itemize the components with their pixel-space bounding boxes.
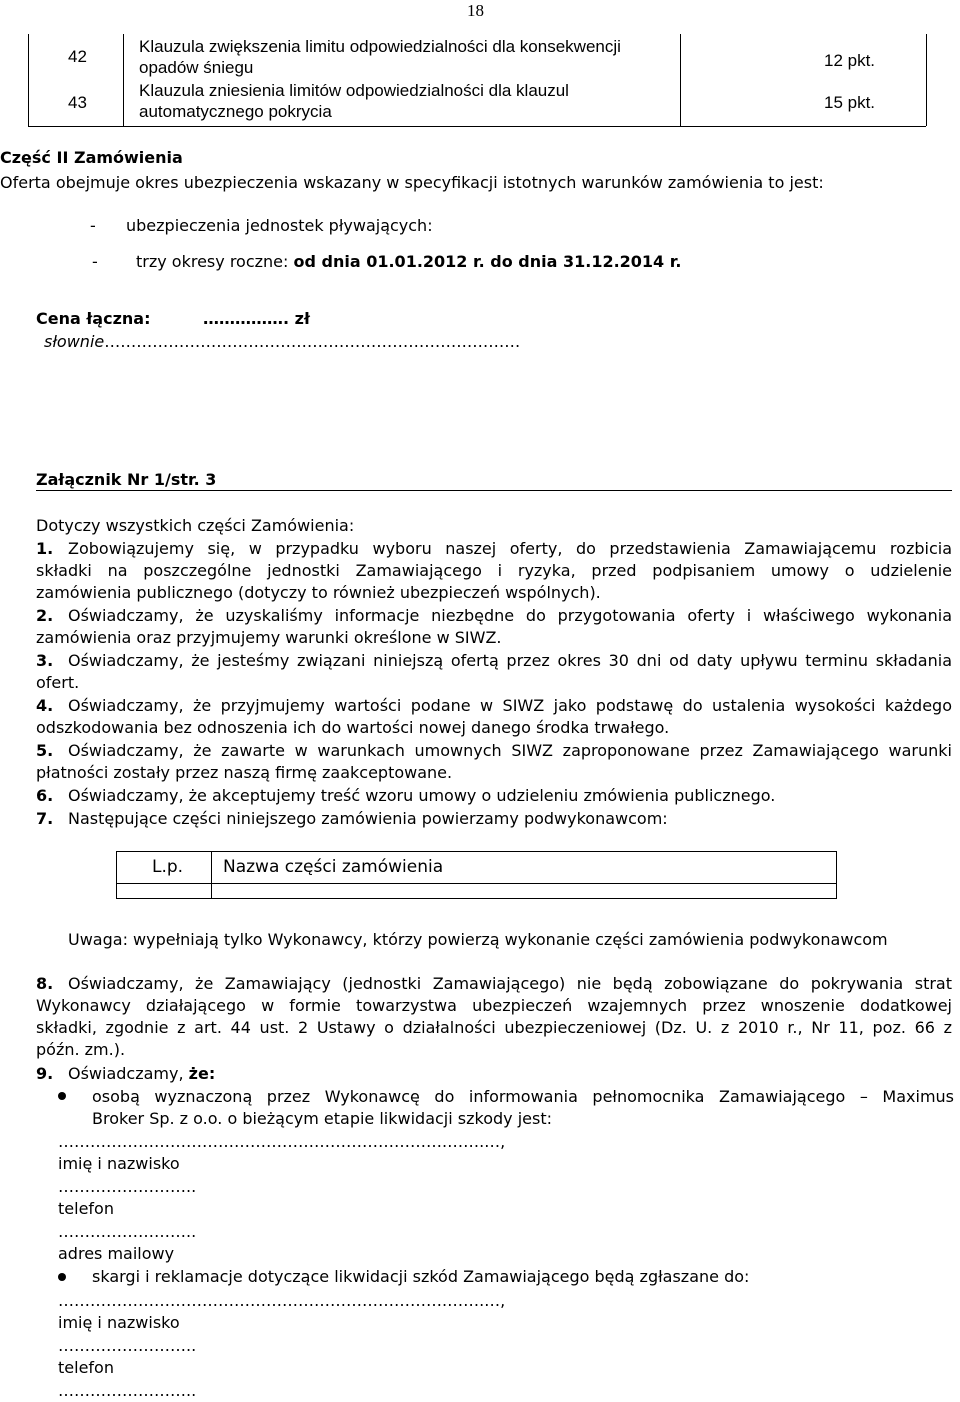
list-item: 6. Oświadczamy, że akceptujemy treść wzoru umowy o udzieleniu zmówienia publicznego.: [36, 786, 776, 805]
table-border: [926, 34, 927, 126]
part2-heading: Część II Zamówienia: [0, 148, 183, 167]
price-label: Cena łączna:: [36, 309, 151, 328]
attachment-heading: Załącznik Nr 1/str. 3: [36, 470, 217, 489]
clause-text: Klauzula zniesienia limitów odpowiedzialności dla klauzul automatycznego pokrycia: [139, 81, 569, 121]
part2-item1: ubezpieczenia jednostek pływających:: [126, 216, 433, 235]
bullet-item: osobą wyznaczoną przez Wykonawcę do informowania pełnomocnika Zamawiającego – Maximus Broker Sp. z o.o. o bieżącym etapie likwidacji szkody jest:: [92, 1087, 954, 1128]
part2-intro: Oferta obejmuje okres ubezpieczenia wskazany w specyfikacji istotnych warunków zamówienia to jest:: [0, 173, 824, 192]
clause-number: 42: [68, 47, 87, 66]
phone-label: telefon: [58, 1199, 114, 1218]
list-item: 4. Oświadczamy, że przyjmujemy wartości podane w SIWZ jako podstawę do ustalenia wysokości każdego odszkodowania bez odnoszenia ich do wartości nowej danego środka trwałego.: [36, 696, 952, 737]
clauses-table: [28, 34, 926, 126]
email-field[interactable]: ……………………..: [58, 1222, 197, 1241]
name-label: imię i nazwisko: [58, 1313, 180, 1332]
note: Uwaga: wypełniają tylko Wykonawcy, którzy powierzą wykonanie części zamówienia podwykonawcom: [68, 930, 888, 949]
phone-label: telefon: [58, 1358, 114, 1377]
price-words: słownie……………………………………………………………………: [44, 332, 521, 351]
list-item: 5. Oświadczamy, że zawarte w warunkach umownych SIWZ zaproponowane przez Zamawiającego warunki płatności zostały przez naszą firmę zaakceptowane.: [36, 741, 952, 782]
table-border: [123, 34, 124, 126]
list-item: 7. Następujące części niniejszego zamówienia powierzamy podwykonawcom:: [36, 809, 668, 828]
bullet-icon: [58, 1273, 66, 1281]
price-value: ……………. zł: [203, 309, 310, 328]
table-border: [680, 34, 681, 126]
table-border: [28, 34, 29, 126]
point-9: 9. Oświadczamy, że:: [36, 1064, 216, 1083]
clause-number: 43: [68, 93, 87, 112]
name-label: imię i nazwisko: [58, 1154, 180, 1173]
list-item: 2. Oświadczamy, że uzyskaliśmy informacje niezbędne do przygotowania oferty i właściwego wykonania zamówienia oraz przyjmujemy warunki określone w SIWZ.: [36, 606, 952, 647]
clause-points: 12 pkt.: [824, 51, 876, 70]
subcontract-table: [116, 851, 837, 899]
page-number: 18: [467, 1, 484, 20]
phone-field[interactable]: ……………………..: [58, 1336, 197, 1355]
clause-text: Klauzula zwiększenia limitu odpowiedzialności dla konsekwencji opadów śniegu: [139, 37, 621, 77]
bullet-item: skargi i reklamacje dotyczące likwidacji szkód Zamawiającego będą zgłaszane do:: [92, 1267, 750, 1286]
point-8: 8. Oświadczamy, że Zamawiający (jednostki Zamawiającego) nie będą zobowiązane do pokrywania strat Wykonawcy działającego w formie towarzystwa ubezpieczeń wzajemnych przez wnoszenie dodatkowej składki, zgodnie z art. 44 ust. 2 Ustawy o działalności ubezpieczeniowej (Dz. U. z 2010 r., Nr 11, poz. 66 z późn. zm.).: [36, 974, 952, 1059]
bullet-icon: [58, 1092, 66, 1100]
list-item: 3. Oświadczamy, że jesteśmy związani niniejszą ofertą przez okres 30 dni od daty upływu terminu składania ofert.: [36, 651, 952, 692]
list-item: 1. Zobowiązujemy się, w przypadku wyboru naszej oferty, do przedstawienia Zamawiającemu rozbicia składki na poszczególne jednostki Zamawiającego i ryzyka, przed podpisaniem umowy o udzielenie zamówienia publicznego (dotyczy to również ubezpieczeń wspólnych).: [36, 539, 952, 602]
email-field[interactable]: ……………………..: [58, 1381, 197, 1400]
table-header-name: Nazwa części zamówienia: [223, 857, 444, 877]
name-field[interactable]: ……………………………………………………………….…….…,: [58, 1132, 506, 1151]
table-border: [28, 126, 926, 127]
divider: [36, 490, 952, 491]
table-header-lp: L.p.: [152, 857, 184, 877]
dash: -: [92, 252, 98, 271]
name-field[interactable]: ……………………………………………………………….…….…,: [58, 1291, 506, 1310]
points-list: [36, 538, 952, 830]
dash: -: [90, 216, 96, 235]
email-label: adres mailowy: [58, 1244, 175, 1263]
part2-item2: trzy okresy roczne: od dnia 01.01.2012 r. do dnia 31.12.2014 r.: [136, 252, 682, 271]
attachment-intro: Dotyczy wszystkich części Zamówienia:: [36, 516, 355, 535]
phone-field[interactable]: ……………………..: [58, 1177, 197, 1196]
clause-points: 15 pkt.: [824, 93, 876, 112]
